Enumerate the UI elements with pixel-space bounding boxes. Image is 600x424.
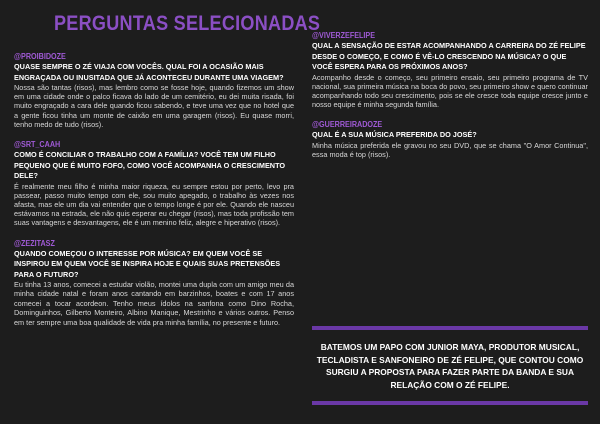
qa-question: COMO É CONCILIAR O TRABALHO COM A FAMÍLIA? VOCÊ TEM UM FILHO PEQUENO QUE É MUITO FOFO, COMO VOCÊ ACOMPANHA O CRESCIMENTO DELE? bbox=[14, 150, 286, 181]
left-column bbox=[14, 52, 294, 338]
qa-item bbox=[14, 52, 294, 129]
qa-item bbox=[14, 239, 294, 328]
qa-question: QUAL É A SUA MÚSICA PREFERIDA DO JOSÉ? bbox=[312, 130, 477, 140]
right-column bbox=[312, 31, 588, 170]
qa-answer: Acompanho desde o começo, seu primeiro ensaio, seu primeiro programa de TV nacional, sua primeira música na boca do povo, seu primeiro show e quero continuar acompanhando todo seu crescimento, pois se ele cresce toda equipe cresce junto e nosso equipe é minha segunda família. bbox=[312, 72, 588, 110]
qa-question: QUASE SEMPRE O ZÉ VIAJA COM VOCÊS. QUAL FOI A OCASIÃO MAIS ENGRAÇADA OU INUSITADA QUE JÁ ACONTECEU DURANTE UMA VIAGEM? bbox=[14, 62, 284, 82]
qa-item bbox=[14, 140, 294, 228]
qa-question: QUANDO COMEÇOU O INTERESSE POR MÚSICA? EM QUEM VOCÊ SE INSPIROU EM QUEM VOCÊ SE INSPIRA HOJE E QUAIS SUAS PRETENSÕES PARA O FUTURO? bbox=[14, 248, 281, 279]
qa-answer: É realmente meu filho é minha maior riqueza, eu sempre estou por perto, levo pra passear, passo muito tempo com ele, sou muito apegado, o trabalho às vezes nos afasta, mas ele um dia vai entender que o tempo longe é por ele. Quando ele nasceu estávamos na estrada, ele não quis esperar eu chegar (risos), mas toda profissão tem suas vantagens e desvantagens, ele é um menino feliz, alegre e hiperativo (risos). bbox=[14, 181, 294, 228]
qa-answer: Minha música preferida ele gravou no seu DVD, que se chama "O Amor Continua", essa moda é top (risos). bbox=[312, 140, 588, 160]
qa-handle: @VIVERZEFELIPE bbox=[312, 31, 376, 40]
intro-bottom-rule bbox=[312, 401, 588, 405]
qa-handle: @ZEZITASZ bbox=[14, 238, 55, 248]
qa-handle: @PROIBIDOZE bbox=[14, 52, 66, 61]
qa-item bbox=[312, 31, 588, 109]
qa-answer: Eu tinha 13 anos, comecei a estudar violão, montei uma dupla com um amigo meu da minha cidade natal e foram anos cantando em barzinhos, boates e com 17 anos comecei a tocar acordeon. Tenho meus ídolos na sanfona como Dino Rocha, Dominguinhos, Gilberto Monteiro, Albino Manique, Mestrinho e vários outros. Penso em ter sempre uma boa qualidade de vida pra minha família, no presente e futuro. bbox=[14, 280, 294, 327]
qa-question: QUAL A SENSAÇÃO DE ESTAR ACOMPANHANDO A CARREIRA DO ZÉ FELIPE DESDE O COMEÇO, E COMO É VÊ-LO CRESCENDO NA MÚSICA? O QUE VOCÊ ESPERA PARA OS PRÓXIMOS ANOS? bbox=[312, 41, 586, 71]
qa-handle: @GUERREIRADOZE bbox=[312, 120, 383, 130]
page-title: PERGUNTAS SELECIONADAS bbox=[54, 12, 321, 35]
qa-item bbox=[312, 120, 588, 159]
qa-answer: Nossa são tantas (risos), mas lembro como se fosse hoje, quando fizemos um show em uma cidade onde o palco ficava do lado de um cemitério, eu dei muita risada, foi muito engraçado a cara dele quando ficou sabendo, e teve uma vez que no hotel que a gente ficou tinha um monte de caixão em uma garagem (risos). Eu quase morri, tenho medo de tudo (risos). bbox=[14, 83, 294, 129]
intro-text: BATEMOS UM PAPO COM JUNIOR MAYA, PRODUTOR MUSICAL, TECLADISTA E SANFONEIRO DE ZÉ FELIPE, QUE CONTOU COMO SURGIU A PROPOSTA PARA FAZER PARTE DA BANDA E SUA RELAÇÃO COM O ZÉ FELIPE. bbox=[316, 342, 584, 390]
qa-handle: @SRT_CAAH bbox=[14, 140, 61, 150]
intro-top-rule bbox=[312, 326, 588, 330]
